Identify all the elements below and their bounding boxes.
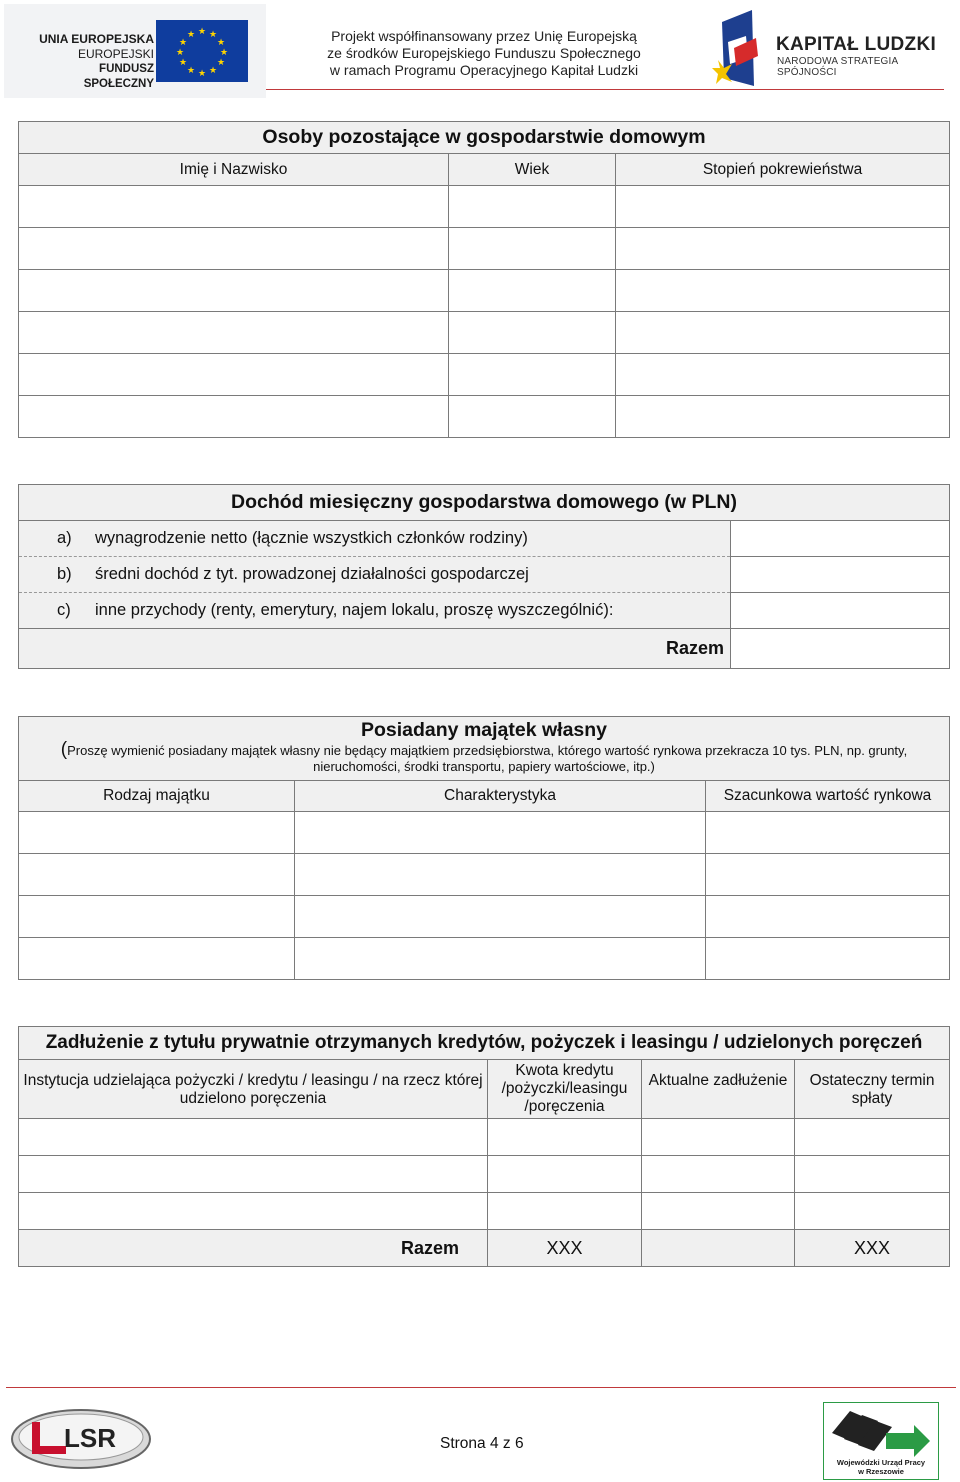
- characteristics-cell[interactable]: [295, 812, 706, 854]
- income-total-label: Razem: [19, 629, 731, 669]
- relation-cell[interactable]: [616, 312, 950, 354]
- institution-cell[interactable]: [19, 1119, 488, 1156]
- market-value-cell[interactable]: [706, 812, 950, 854]
- svg-text:★: ★: [175, 48, 185, 58]
- wup-logo: [823, 1402, 939, 1480]
- table-row: [19, 1119, 950, 1156]
- kapital-ludzki-icon: [712, 8, 766, 88]
- table-row: [19, 1193, 950, 1230]
- column-header-institution: Instytucja udzielająca pożyczki / kredytu / leasingu / na rzecz której udzielono poręczenia: [19, 1060, 488, 1119]
- table-row: [19, 270, 950, 312]
- table-row: [19, 812, 950, 854]
- current-debt-cell[interactable]: [642, 1193, 795, 1230]
- table-row: [19, 312, 950, 354]
- current-debt-cell[interactable]: [642, 1119, 795, 1156]
- income-row-c: [19, 593, 950, 629]
- svg-text:★: ★: [216, 38, 226, 48]
- header-divider: [266, 89, 944, 90]
- debt-total-row: [19, 1230, 950, 1267]
- table-row: [19, 396, 950, 438]
- age-cell[interactable]: [449, 354, 616, 396]
- column-header-amount: Kwota kredytu /pożyczki/leasingu /poręczenia: [488, 1060, 642, 1119]
- income-label-c: [19, 593, 731, 629]
- eu-text-line1: UNIA EUROPEJSKA: [39, 32, 154, 46]
- column-header-current-debt: Aktualne zadłużenie: [642, 1060, 795, 1119]
- assets-title: Posiadany majątek własny: [360, 719, 608, 741]
- age-cell[interactable]: [449, 312, 616, 354]
- table-row: [19, 938, 950, 980]
- final-term-cell[interactable]: [795, 1156, 950, 1193]
- current-debt-cell[interactable]: [642, 1156, 795, 1193]
- asset-type-cell[interactable]: [19, 896, 295, 938]
- lsr-logo-text: LSR: [64, 1423, 116, 1453]
- household-table: [18, 121, 950, 438]
- income-row-b: [19, 557, 950, 593]
- wup-logo-text: [824, 1458, 938, 1476]
- svg-text:★: ★: [186, 30, 196, 40]
- income-title: Dochód miesięczny gospodarstwa domowego (w PLN): [19, 485, 950, 521]
- relation-cell[interactable]: [616, 186, 950, 228]
- institution-cell[interactable]: [19, 1193, 488, 1230]
- column-header-characteristics: Charakterystyka: [295, 781, 706, 812]
- relation-cell[interactable]: [616, 396, 950, 438]
- eu-text-line3: FUNDUSZ SPOŁECZNY: [83, 63, 154, 90]
- svg-text:★: ★: [219, 48, 229, 58]
- kapital-ludzki-title: KAPITAŁ LUDZKI: [776, 34, 937, 55]
- table-row: [19, 228, 950, 270]
- relation-cell[interactable]: [616, 270, 950, 312]
- characteristics-cell[interactable]: [295, 896, 706, 938]
- column-header-market-value: Szacunkowa wartość rynkowa: [706, 781, 950, 812]
- column-header-asset-type: Rodzaj majątku: [19, 781, 295, 812]
- income-text: średni dochód z tyt. prowadzonej działalności gospodarczej: [95, 565, 529, 583]
- income-text: wynagrodzenie netto (łącznie wszystkich członków rodziny): [95, 529, 528, 547]
- age-cell[interactable]: [449, 228, 616, 270]
- page-header: [0, 0, 960, 100]
- assets-table: [18, 716, 950, 980]
- assets-note-text: Proszę wymienić posiadany majątek własny nie będący majątkiem przedsiębiorstwa, którego wartość rynkowa przekracza 10 tys. PLN, np. grunty, nieruchomości, środki transportu, papiery wartościowe, itp.): [67, 743, 908, 774]
- household-title-row: [19, 122, 950, 154]
- column-header-final-term: Ostateczny termin spłaty: [795, 1060, 950, 1119]
- column-header-age: Wiek: [449, 154, 616, 186]
- footer-divider: [6, 1387, 956, 1388]
- table-row: [19, 854, 950, 896]
- name-cell[interactable]: [19, 228, 449, 270]
- assets-header-row: [19, 781, 950, 812]
- svg-text:★: ★: [208, 66, 218, 76]
- wup-line2: w Rzeszowie: [858, 1467, 904, 1476]
- income-value-cell[interactable]: [731, 557, 950, 593]
- income-text: inne przychody (renty, emerytury, najem lokalu, proszę wyszczególnić):: [95, 601, 614, 619]
- assets-title-row: [19, 717, 950, 781]
- column-header-name: Imię i Nazwisko: [19, 154, 449, 186]
- age-cell[interactable]: [449, 186, 616, 228]
- page-number: Strona 4 z 6: [440, 1435, 524, 1452]
- final-term-cell[interactable]: [795, 1119, 950, 1156]
- svg-text:★: ★: [197, 27, 207, 37]
- income-title-row: [19, 485, 950, 521]
- assets-note-paren: (: [60, 739, 68, 760]
- amount-cell[interactable]: [488, 1119, 642, 1156]
- asset-type-cell[interactable]: [19, 854, 295, 896]
- table-row: [19, 896, 950, 938]
- project-line1: Projekt współfinansowany przez Unię Europejską: [331, 28, 637, 44]
- characteristics-cell[interactable]: [295, 854, 706, 896]
- income-letter: a): [57, 529, 72, 547]
- eu-logo-text: [26, 32, 154, 92]
- debt-header-row: [19, 1060, 950, 1119]
- debt-total-label: Razem: [19, 1230, 488, 1267]
- income-label-b: [19, 557, 731, 593]
- eu-flag-icon: [156, 20, 248, 82]
- name-cell[interactable]: [19, 354, 449, 396]
- income-letter: b): [57, 565, 72, 583]
- debt-total-amount: XXX: [488, 1230, 642, 1267]
- table-row: [19, 1156, 950, 1193]
- income-letter: c): [57, 601, 71, 619]
- assets-title-cell: [19, 717, 950, 781]
- name-cell[interactable]: [19, 312, 449, 354]
- name-cell[interactable]: [19, 186, 449, 228]
- name-cell[interactable]: [19, 396, 449, 438]
- debt-title: Zadłużenie z tytułu prywatnie otrzymanych kredytów, pożyczek i leasingu / udzielonych poręczeń: [19, 1027, 950, 1060]
- institution-cell[interactable]: [19, 1156, 488, 1193]
- income-value-cell[interactable]: [731, 593, 950, 629]
- project-funding-text: [300, 28, 668, 79]
- wup-arrow-icon: [824, 1403, 938, 1459]
- table-row: [19, 354, 950, 396]
- income-total-row: [19, 629, 950, 669]
- final-term-cell[interactable]: [795, 1193, 950, 1230]
- amount-cell[interactable]: [488, 1156, 642, 1193]
- relation-cell[interactable]: [616, 228, 950, 270]
- assets-note: [19, 739, 949, 775]
- project-line2: ze środków Europejskiego Funduszu Społecznego: [327, 45, 641, 61]
- characteristics-cell[interactable]: [295, 938, 706, 980]
- svg-text:★: ★: [178, 58, 188, 68]
- amount-cell[interactable]: [488, 1193, 642, 1230]
- income-table: [18, 484, 950, 669]
- income-value-cell[interactable]: [731, 521, 950, 557]
- eu-stars-icon: [156, 20, 248, 82]
- svg-text:★: ★: [197, 69, 207, 79]
- market-value-cell[interactable]: [706, 896, 950, 938]
- svg-text:★: ★: [216, 58, 226, 68]
- wup-line1: Wojewódzki Urząd Pracy: [836, 1458, 926, 1467]
- svg-text:★: ★: [186, 66, 196, 76]
- market-value-cell[interactable]: [706, 854, 950, 896]
- column-header-relation: Stopień pokrewieństwa: [616, 154, 950, 186]
- svg-text:★: ★: [208, 30, 218, 40]
- income-total-cell[interactable]: [731, 629, 950, 669]
- market-value-cell[interactable]: [706, 938, 950, 980]
- asset-type-cell[interactable]: [19, 812, 295, 854]
- income-label-a: [19, 521, 731, 557]
- relation-cell[interactable]: [616, 354, 950, 396]
- age-cell[interactable]: [449, 396, 616, 438]
- asset-type-cell[interactable]: [19, 938, 295, 980]
- debt-total-term: XXX: [795, 1230, 950, 1267]
- project-line3: w ramach Programu Operacyjnego Kapitał Ludzki: [329, 62, 639, 78]
- debt-title-row: [19, 1027, 950, 1060]
- name-cell[interactable]: [19, 270, 449, 312]
- income-row-a: [19, 521, 950, 557]
- household-header-row: [19, 154, 950, 186]
- debt-total-current[interactable]: [642, 1230, 795, 1267]
- svg-text:★: ★: [178, 38, 188, 48]
- eu-text-line2: EUROPEJSKI: [77, 47, 154, 61]
- table-row: [19, 186, 950, 228]
- debt-table: [18, 1026, 950, 1267]
- age-cell[interactable]: [449, 270, 616, 312]
- lsr-logo-icon: [10, 1406, 152, 1470]
- household-title: Osoby pozostające w gospodarstwie domowym: [19, 122, 950, 154]
- kapital-ludzki-subtitle: NARODOWA STRATEGIA SPÓJNOŚCI: [777, 56, 898, 78]
